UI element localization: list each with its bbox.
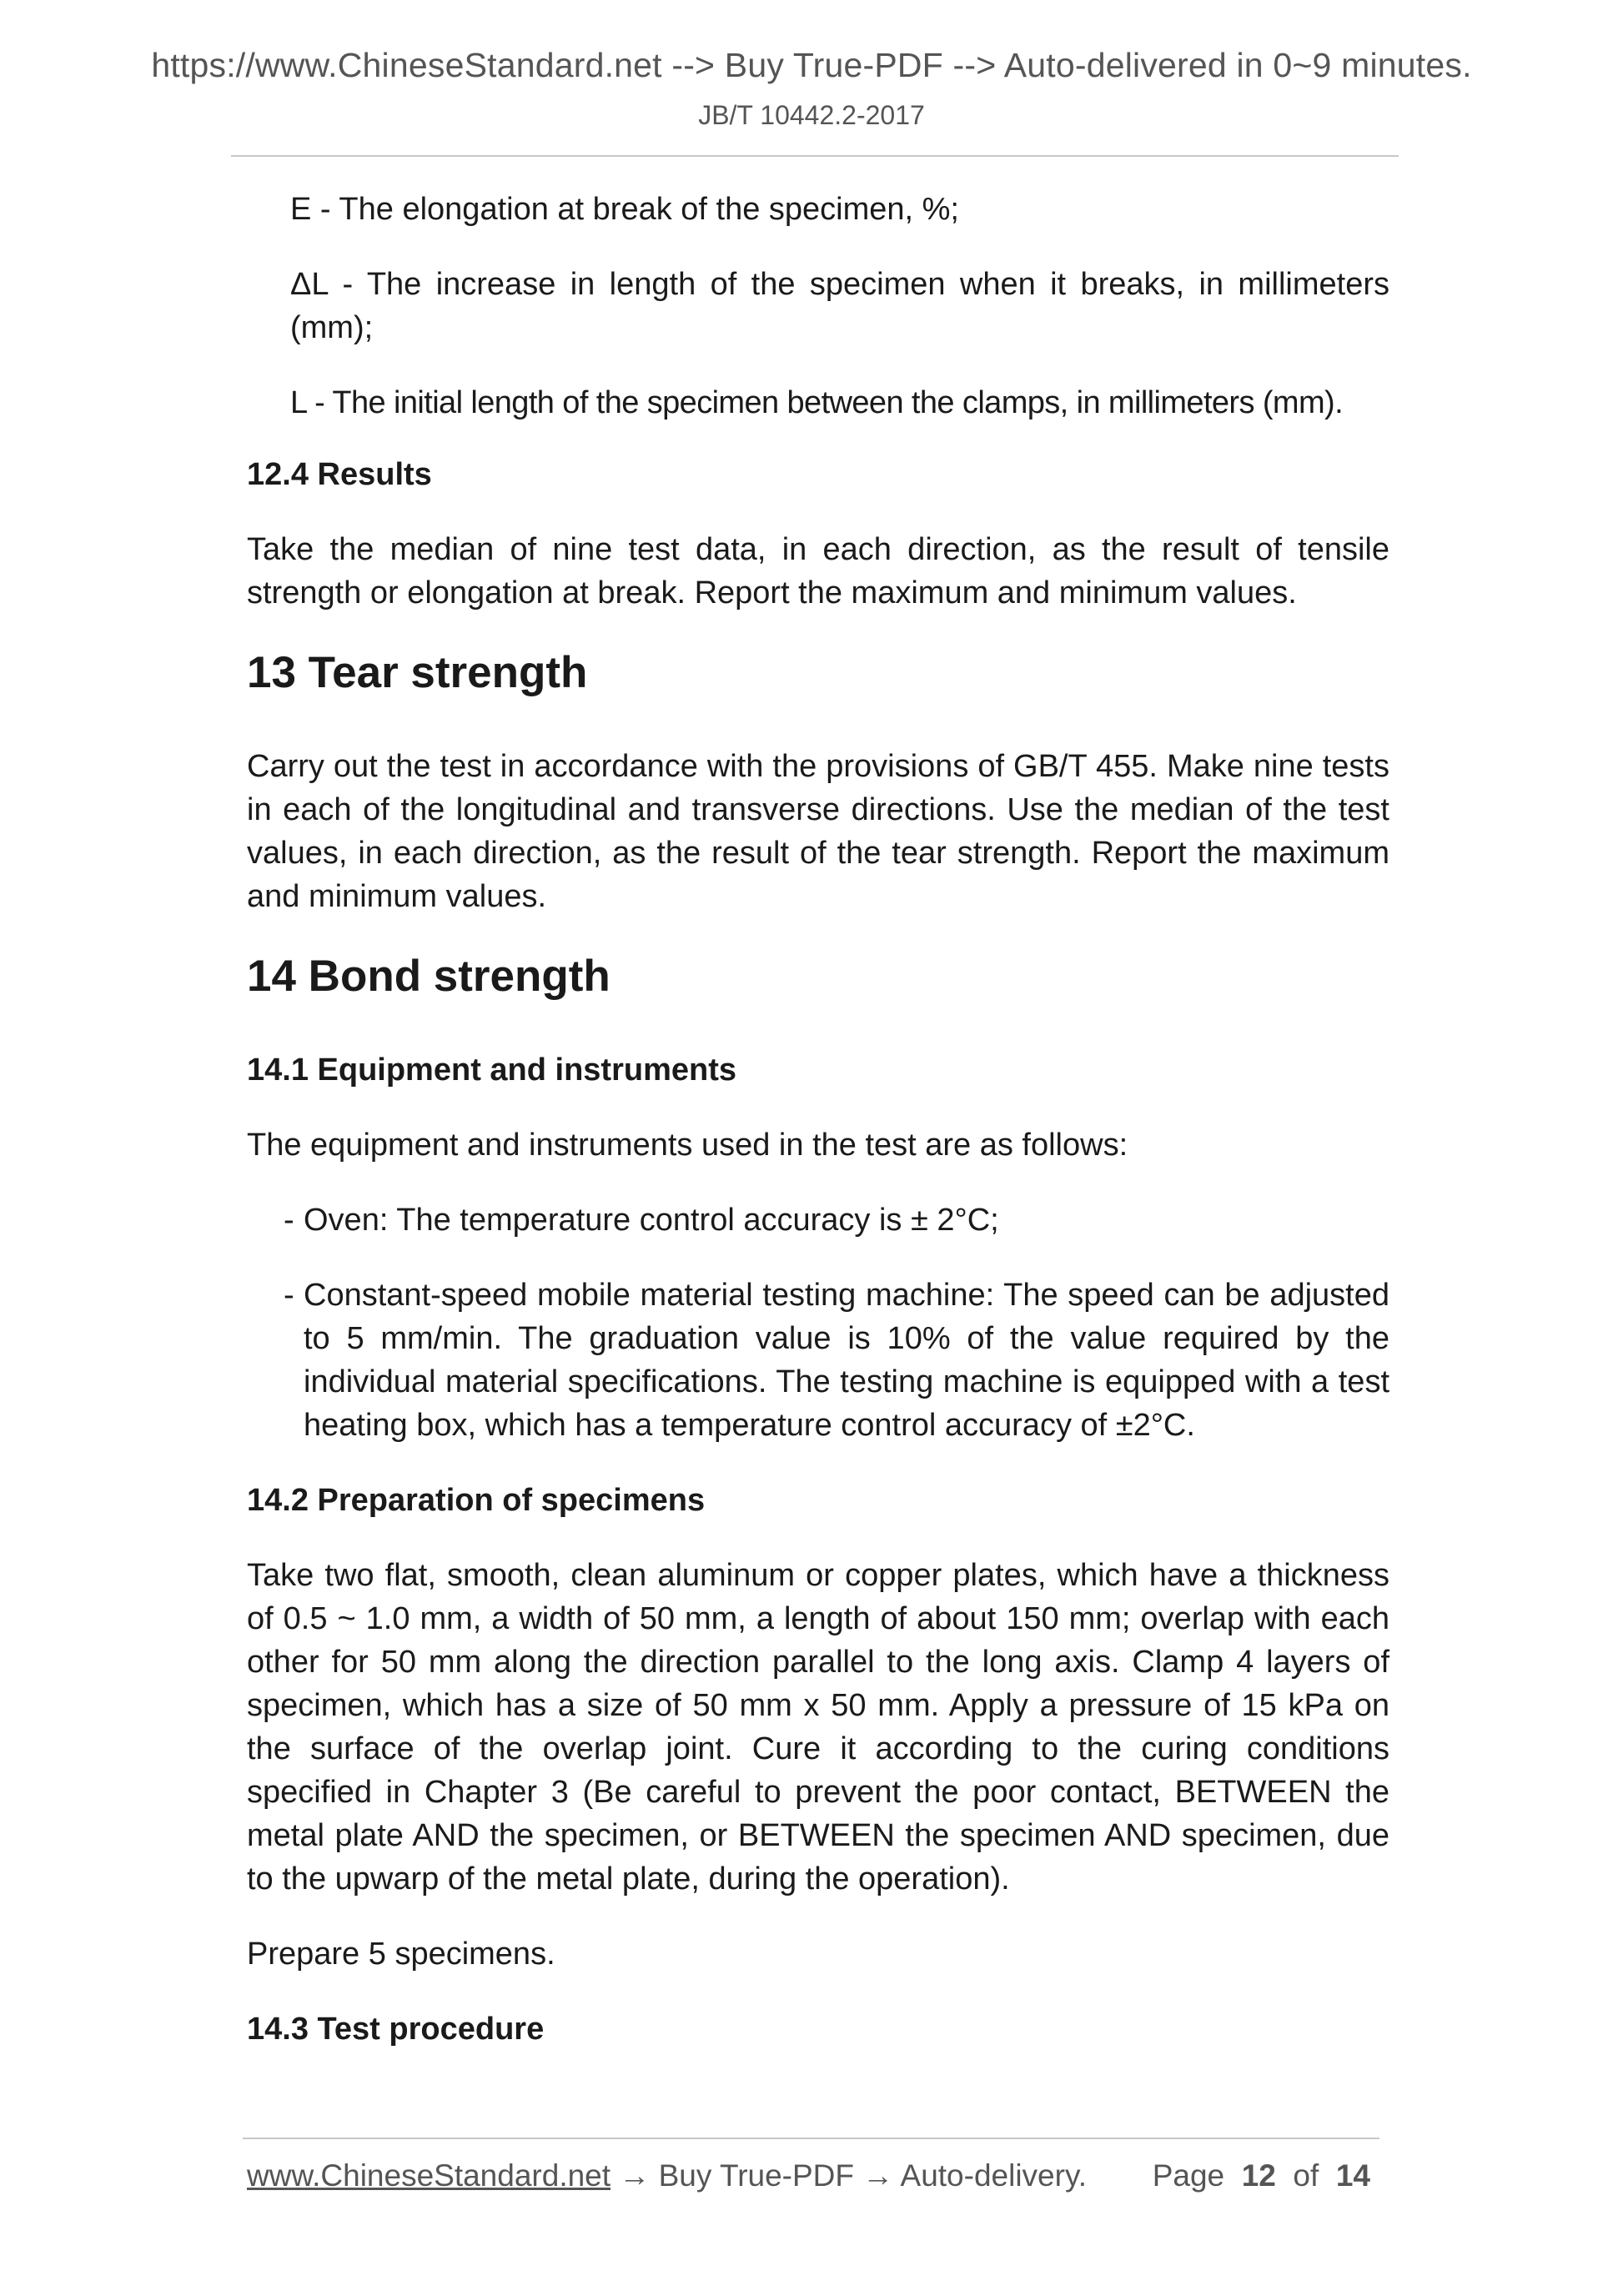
symbol-definitions [247, 188, 1389, 425]
footer-website-link[interactable]: www.ChineseStandard.net [247, 2158, 611, 2193]
definition-l: L - The initial length of the specimen between the clamps, in millimeters (mm). [290, 385, 1344, 420]
list-item-oven [284, 1198, 1389, 1242]
list-item-text: Oven: The temperature control accuracy is ± 2°C; [304, 1203, 999, 1238]
page-label: Page [1152, 2158, 1225, 2193]
section-14-3-heading: 14.3 Test procedure [247, 2012, 545, 2047]
definition-e: E - The elongation at break of the specimen, %; [290, 192, 959, 227]
list-dash: - [284, 1278, 294, 1313]
footer-divider [243, 2138, 1379, 2139]
section-12-4-heading: 12.4 Results [247, 457, 432, 492]
footer-delivery-text: → Buy True-PDF → Auto-delivery. [611, 2158, 1087, 2193]
header-url-line: https://www.ChineseStandard.net --> Buy True-PDF --> Auto-delivered in 0~9 minutes. [151, 46, 1472, 84]
page-body [247, 188, 1389, 2082]
current-page: 12 [1241, 2158, 1276, 2193]
definition-delta-l: ΔL - The increase in length of the specimen when it breaks, in millimeters (mm); [290, 267, 1389, 345]
header-divider [231, 155, 1399, 157]
section-13-text: Carry out the test in accordance with the provisions of GB/T 455. Make nine tests in each of the longitudinal and transverse directions. Use the median of the test values, in each direction, as the result of the tear strength. Report the maximum and minimum values. [247, 749, 1389, 914]
list-dash: - [284, 1203, 294, 1238]
of-label: of [1293, 2158, 1319, 2193]
section-12-4-text: Take the median of nine test data, in each direction, as the result of tensile strength or elongation at break. Report the maximum and minimum values. [247, 532, 1389, 610]
total-pages: 14 [1335, 2158, 1370, 2193]
section-14-2-heading: 14.2 Preparation of specimens [247, 1483, 706, 1518]
section-14-heading: 14 Bond strength [247, 952, 611, 1001]
list-item-text: Constant-speed mobile material testing machine: The speed can be adjusted to 5 mm/min. The graduation value is 10% of the value required by the individual material specifications. The testing machine is equipped with a test heating box, which has a temperature control accuracy of ±2°C. [304, 1278, 1389, 1443]
section-14-2-text: Take two flat, smooth, clean aluminum or copper plates, which have a thickness of 0.5 ~ 1.0 mm, a width of 50 mm, a length of about 150 mm; overlap with each other for 50 mm along the direction parallel to the long axis. Clamp 4 layers of specimen, which has a size of 50 mm x 50 mm. Apply a pressure of 15 kPa on the surface of the overlap joint. Cure it according to the curing conditions specified in Chapter 3 (Be careful to prevent the poor contact, BETWEEN the metal plate AND the specimen, or BETWEEN the specimen AND specimen, due to the upwarp of the metal plate, during the operation). [247, 1558, 1389, 1897]
section-14-2-text-2: Prepare 5 specimens. [247, 1937, 555, 1972]
page-number [1153, 2158, 1370, 2193]
list-item-testing-machine [284, 1274, 1389, 1447]
page-footer [247, 2158, 1381, 2193]
section-14-1-heading: 14.1 Equipment and instruments [247, 1053, 736, 1088]
document-code: JB/T 10442.2-2017 [698, 100, 925, 130]
section-14-1-intro: The equipment and instruments used in the test are as follows: [247, 1128, 1128, 1163]
section-13-heading: 13 Tear strength [247, 648, 588, 697]
